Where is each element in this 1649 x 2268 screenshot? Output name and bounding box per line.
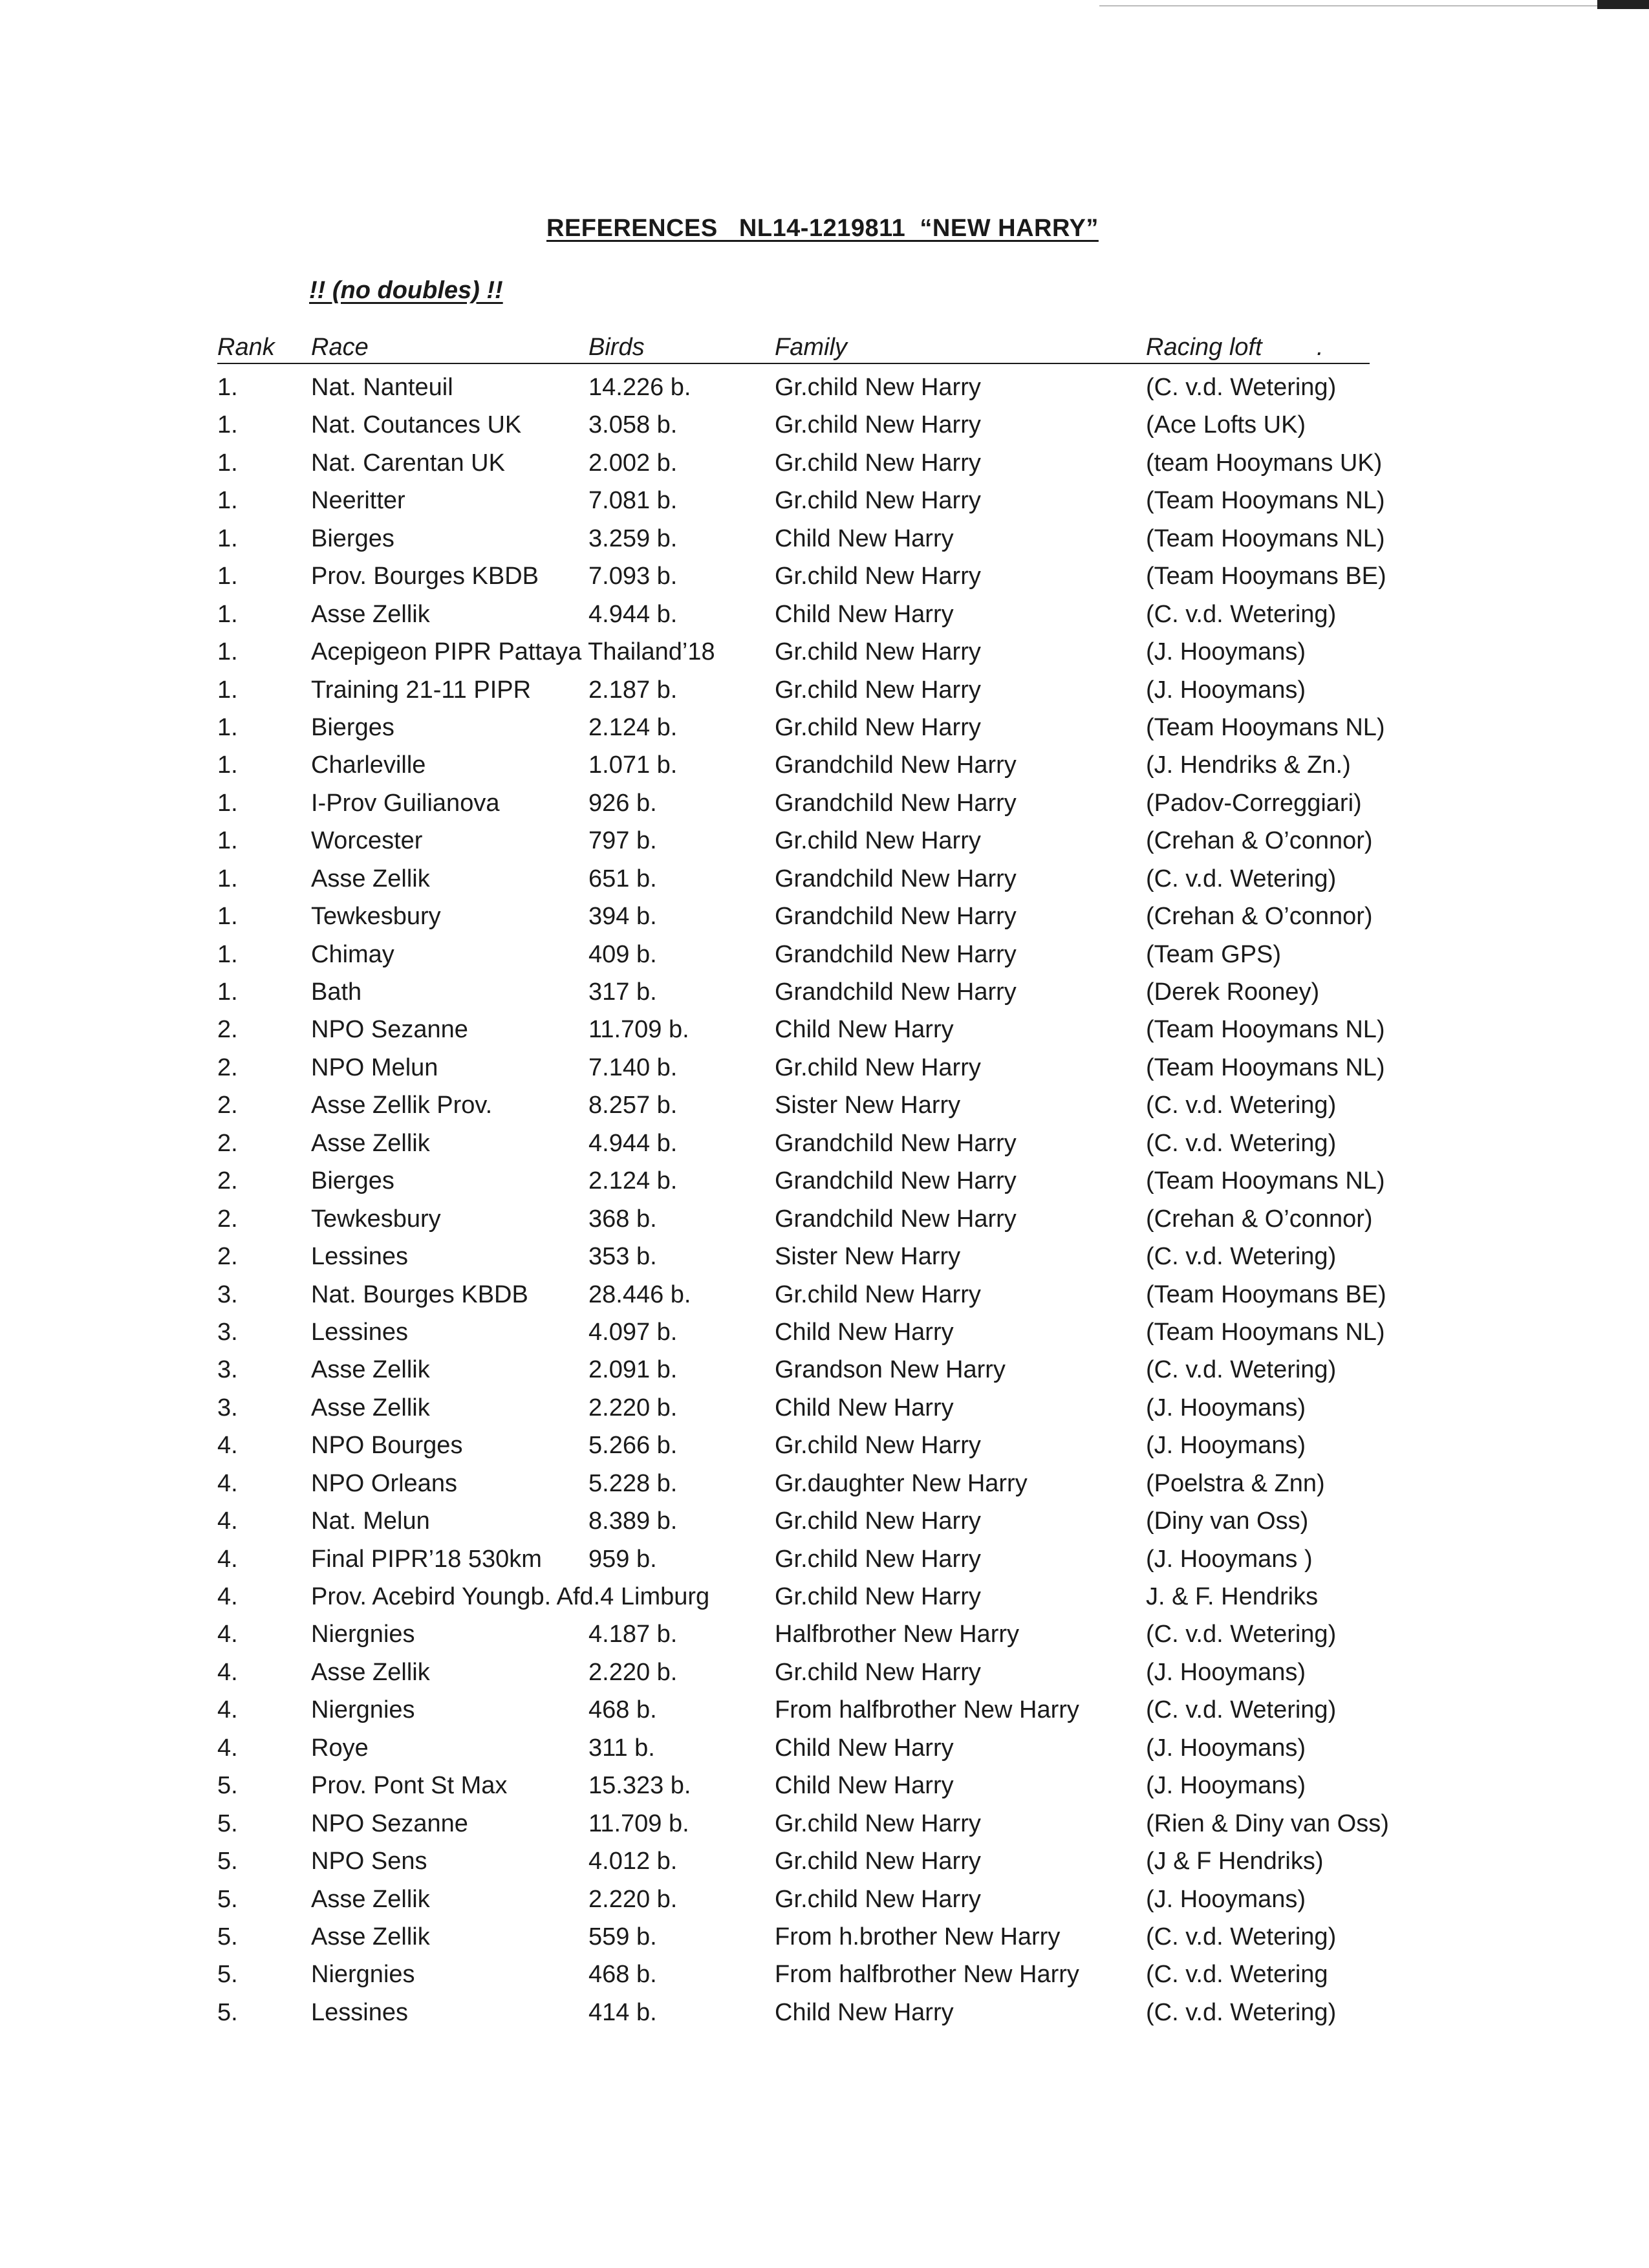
cell-rank: 5.: [217, 1998, 238, 2026]
cell-family: Grandchild New Harry: [775, 940, 1017, 968]
cell-race: NPO Orleans: [311, 1469, 457, 1497]
table-row: [0, 863, 1649, 900]
cell-rank: 5.: [217, 1885, 238, 1913]
table-header: [0, 334, 1649, 366]
cell-birds: 353 b.: [588, 1243, 657, 1271]
table-row: [0, 409, 1649, 446]
header-race: Race: [311, 334, 369, 361]
document-subtitle: !! (no doubles) !!: [309, 277, 503, 304]
cell-rank: 1.: [217, 374, 238, 401]
cell-rank: 1.: [217, 827, 238, 855]
cell-rank: 3.: [217, 1356, 238, 1384]
cell-birds: 368 b.: [588, 1205, 657, 1233]
cell-race: Asse Zellik: [311, 1658, 430, 1686]
cell-birds: 8.389 b.: [588, 1507, 678, 1535]
cell-rank: 3.: [217, 1318, 238, 1346]
cell-family: Gr.child New Harry: [775, 1053, 981, 1081]
cell-birds: 28.446 b.: [588, 1280, 691, 1308]
cell-rank: 1.: [217, 638, 238, 666]
table-row: [0, 1732, 1649, 1769]
cell-loft: (J. Hooymans): [1146, 1432, 1306, 1460]
cell-family: Grandchild New Harry: [775, 751, 1017, 779]
cell-family: Gr.child New Harry: [775, 487, 981, 515]
cell-race: Tewkesbury: [311, 1205, 441, 1233]
cell-family: Gr.daughter New Harry: [775, 1469, 1028, 1497]
cell-family: From h.brother New Harry: [775, 1923, 1061, 1950]
cell-rank: 1.: [217, 865, 238, 892]
cell-family: Grandchild New Harry: [775, 865, 1017, 892]
cell-family: Sister New Harry: [775, 1092, 961, 1119]
cell-family: Gr.child New Harry: [775, 827, 981, 855]
cell-rank: 2.: [217, 1016, 238, 1044]
cell-rank: 2.: [217, 1167, 238, 1195]
cell-loft: (Team Hooymans BE): [1146, 1280, 1386, 1308]
table-row: [0, 636, 1649, 673]
cell-rank: 2.: [217, 1205, 238, 1233]
cell-family: Gr.child New Harry: [775, 713, 981, 741]
table-row: [0, 1769, 1649, 1807]
cell-family: Gr.child New Harry: [775, 563, 981, 590]
cell-rank: 4.: [217, 1734, 238, 1762]
cell-loft: (C. v.d. Wetering): [1146, 1129, 1337, 1157]
cell-rank: 5.: [217, 1809, 238, 1837]
cell-loft: (C. v.d. Wetering): [1146, 1243, 1337, 1271]
table-row: [0, 1845, 1649, 1883]
cell-loft: (J. Hooymans): [1146, 1734, 1306, 1762]
cell-birds: 3.058 b.: [588, 411, 678, 439]
table-row: [0, 1618, 1649, 1656]
cell-loft: J. & F. Hendriks: [1146, 1583, 1319, 1610]
cell-loft: (C. v.d. Wetering): [1146, 1696, 1337, 1724]
cell-family: Grandchild New Harry: [775, 1205, 1017, 1233]
cell-rank: 1.: [217, 978, 238, 1006]
table-row: [0, 787, 1649, 825]
cell-birds: 4.944 b.: [588, 600, 678, 628]
cell-loft: (Ace Lofts UK): [1146, 411, 1306, 439]
table-row: [0, 1958, 1649, 1996]
table-row: [0, 447, 1649, 484]
cell-family: Grandchild New Harry: [775, 1167, 1017, 1195]
table-row: [0, 484, 1649, 522]
cell-family: Gr.child New Harry: [775, 1280, 981, 1308]
cell-birds: 2.091 b.: [588, 1356, 678, 1384]
document-title: REFERENCES NL14-1219811 “NEW HARRY”: [546, 215, 1099, 242]
cell-race: Lessines: [311, 1243, 408, 1271]
cell-birds: 4.187 b.: [588, 1621, 678, 1648]
scan-edge-mark: [1597, 0, 1649, 9]
cell-birds: 2.220 b.: [588, 1658, 678, 1686]
cell-birds: 468 b.: [588, 1696, 657, 1724]
cell-race: I-Prov Guilianova: [311, 789, 500, 817]
cell-race: Tewkesbury: [311, 903, 441, 931]
cell-race: Chimay: [311, 940, 394, 968]
cell-birds: 559 b.: [588, 1923, 657, 1950]
table-row: [0, 598, 1649, 636]
table-row: [0, 1127, 1649, 1165]
cell-loft: (Poelstra & Znn): [1146, 1469, 1325, 1497]
cell-family: Gr.child New Harry: [775, 1507, 981, 1535]
cell-race: Asse Zellik: [311, 1394, 430, 1421]
cell-rank: 3.: [217, 1280, 238, 1308]
cell-rank: 1.: [217, 524, 238, 552]
cell-family: From halfbrother New Harry: [775, 1961, 1079, 1989]
cell-family: Child New Harry: [775, 524, 954, 552]
table-row: [0, 825, 1649, 862]
cell-rank: 4.: [217, 1432, 238, 1460]
cell-birds: 14.226 b.: [588, 374, 691, 401]
cell-race: Final PIPR’18 530km: [311, 1545, 542, 1573]
header-racing-loft: Racing loft .: [1146, 334, 1324, 361]
cell-rank: 5.: [217, 1848, 238, 1875]
table-row: [0, 1656, 1649, 1694]
cell-rank: 1.: [217, 713, 238, 741]
cell-loft: (J. Hooymans): [1146, 1394, 1306, 1421]
cell-loft: (Crehan & O’connor): [1146, 1205, 1373, 1233]
table-row: [0, 1279, 1649, 1316]
cell-race: NPO Melun: [311, 1053, 438, 1081]
cell-family: Sister New Harry: [775, 1243, 961, 1271]
table-row: [0, 560, 1649, 598]
cell-race: Lessines: [311, 1318, 408, 1346]
table-row: [0, 1013, 1649, 1051]
scan-edge-line: [1099, 5, 1597, 6]
cell-race: Nat. Carentan UK: [311, 449, 505, 477]
cell-race: Nat. Coutances UK: [311, 411, 522, 439]
cell-race: Nat. Nanteuil: [311, 374, 453, 401]
cell-rank: 3.: [217, 1394, 238, 1421]
cell-family: Gr.child New Harry: [775, 1809, 981, 1837]
cell-race: Bierges: [311, 713, 394, 741]
cell-loft: (J. Hooymans): [1146, 1658, 1306, 1686]
cell-loft: (Derek Rooney): [1146, 978, 1320, 1006]
cell-race: Acepigeon PIPR Pattaya Thailand’18: [311, 638, 715, 666]
cell-loft: (J. Hendriks & Zn.): [1146, 751, 1351, 779]
table-row: [0, 1543, 1649, 1581]
table-row: [0, 371, 1649, 409]
table-row: [0, 1240, 1649, 1278]
table-row: [0, 1694, 1649, 1731]
table-row: [0, 1581, 1649, 1618]
cell-loft: (C. v.d. Wetering): [1146, 374, 1337, 401]
header-rank: Rank: [217, 334, 275, 361]
cell-loft: (Team Hooymans NL): [1146, 1318, 1385, 1346]
results-table: [0, 371, 1649, 2034]
cell-rank: 1.: [217, 751, 238, 779]
cell-race: Training 21-11 PIPR: [311, 676, 532, 704]
cell-rank: 4.: [217, 1545, 238, 1573]
cell-race: Niergnies: [311, 1961, 415, 1989]
cell-rank: 4.: [217, 1583, 238, 1610]
table-row: [0, 1165, 1649, 1202]
cell-race: Roye: [311, 1734, 369, 1762]
cell-loft: (C. v.d. Wetering): [1146, 1998, 1337, 2026]
cell-loft: (C. v.d. Wetering): [1146, 865, 1337, 892]
header-birds: Birds: [588, 334, 645, 361]
cell-birds: 4.097 b.: [588, 1318, 678, 1346]
cell-birds: 11.709 b.: [588, 1809, 689, 1837]
cell-rank: 5.: [217, 1961, 238, 1989]
cell-rank: 2.: [217, 1092, 238, 1119]
cell-loft: (C. v.d. Wetering): [1146, 1356, 1337, 1384]
cell-family: Grandchild New Harry: [775, 978, 1017, 1006]
cell-birds: 7.093 b.: [588, 563, 678, 590]
cell-race: Prov. Acebird Youngb. Afd.4 Limburg: [311, 1583, 710, 1610]
cell-race: NPO Sens: [311, 1848, 427, 1875]
cell-birds: 7.140 b.: [588, 1053, 678, 1081]
cell-birds: 2.220 b.: [588, 1394, 678, 1421]
cell-loft: (Team Hooymans NL): [1146, 1053, 1385, 1081]
cell-birds: 394 b.: [588, 903, 657, 931]
cell-loft: (J. Hooymans ): [1146, 1545, 1313, 1573]
cell-family: Gr.child New Harry: [775, 1848, 981, 1875]
cell-race: NPO Sezanne: [311, 1016, 468, 1044]
cell-family: Child New Harry: [775, 600, 954, 628]
cell-birds: 11.709 b.: [588, 1016, 689, 1044]
cell-birds: 1.071 b.: [588, 751, 678, 779]
cell-loft: (J. Hooymans): [1146, 638, 1306, 666]
cell-birds: 5.266 b.: [588, 1432, 678, 1460]
cell-rank: 1.: [217, 903, 238, 931]
table-row: [0, 674, 1649, 711]
table-row: [0, 1316, 1649, 1354]
cell-race: NPO Bourges: [311, 1432, 463, 1460]
cell-birds: 3.259 b.: [588, 524, 678, 552]
cell-race: Niergnies: [311, 1696, 415, 1724]
table-row: [0, 1089, 1649, 1127]
cell-family: Gr.child New Harry: [775, 411, 981, 439]
cell-race: Asse Zellik: [311, 1885, 430, 1913]
cell-loft: (Team Hooymans NL): [1146, 713, 1385, 741]
cell-family: Gr.child New Harry: [775, 1545, 981, 1573]
cell-birds: 926 b.: [588, 789, 657, 817]
cell-family: Gr.child New Harry: [775, 638, 981, 666]
cell-birds: 4.012 b.: [588, 1848, 678, 1875]
cell-birds: 959 b.: [588, 1545, 657, 1573]
cell-race: Prov. Bourges KBDB: [311, 563, 539, 590]
cell-loft: (C. v.d. Wetering: [1146, 1961, 1328, 1989]
cell-birds: 15.323 b.: [588, 1772, 691, 1800]
table-row: [0, 1883, 1649, 1921]
table-row: [0, 1808, 1649, 1845]
cell-rank: 1.: [217, 789, 238, 817]
cell-family: Grandchild New Harry: [775, 1129, 1017, 1157]
cell-family: From halfbrother New Harry: [775, 1696, 1079, 1724]
cell-birds: 2.124 b.: [588, 713, 678, 741]
cell-rank: 2.: [217, 1243, 238, 1271]
cell-family: Child New Harry: [775, 1998, 954, 2026]
cell-rank: 2.: [217, 1053, 238, 1081]
cell-family: Child New Harry: [775, 1772, 954, 1800]
cell-rank: 4.: [217, 1621, 238, 1648]
cell-birds: 4.944 b.: [588, 1129, 678, 1157]
cell-loft: (J. Hooymans): [1146, 1885, 1306, 1913]
cell-family: Grandson New Harry: [775, 1356, 1006, 1384]
cell-race: Lessines: [311, 1998, 408, 2026]
cell-birds: 409 b.: [588, 940, 657, 968]
cell-birds: 317 b.: [588, 978, 657, 1006]
cell-race: Nat. Bourges KBDB: [311, 1280, 528, 1308]
cell-race: Asse Zellik: [311, 1129, 430, 1157]
table-row: [0, 1203, 1649, 1240]
cell-family: Child New Harry: [775, 1318, 954, 1346]
cell-birds: 2.124 b.: [588, 1167, 678, 1195]
cell-loft: (Padov-Correggiari): [1146, 789, 1362, 817]
cell-race: Nat. Melun: [311, 1507, 430, 1535]
cell-loft: (J. Hooymans): [1146, 1772, 1306, 1800]
cell-loft: (Team Hooymans NL): [1146, 524, 1385, 552]
cell-birds: 414 b.: [588, 1998, 657, 2026]
cell-loft: (Rien & Diny van Oss): [1146, 1809, 1389, 1837]
cell-loft: (Team Hooymans NL): [1146, 1016, 1385, 1044]
cell-birds: 797 b.: [588, 827, 657, 855]
table-row: [0, 1354, 1649, 1391]
cell-family: Child New Harry: [775, 1734, 954, 1762]
cell-family: Gr.child New Harry: [775, 676, 981, 704]
cell-family: Gr.child New Harry: [775, 1658, 981, 1686]
table-row: [0, 1505, 1649, 1542]
cell-race: Bath: [311, 978, 362, 1006]
cell-race: Charleville: [311, 751, 426, 779]
cell-family: Halfbrother New Harry: [775, 1621, 1019, 1648]
cell-loft: (Team Hooymans NL): [1146, 1167, 1385, 1195]
table-row: [0, 711, 1649, 749]
cell-loft: (Crehan & O’connor): [1146, 827, 1373, 855]
cell-family: Gr.child New Harry: [775, 449, 981, 477]
cell-loft: (J & F Hendriks): [1146, 1848, 1324, 1875]
cell-race: Neeritter: [311, 487, 405, 515]
cell-family: Gr.child New Harry: [775, 1432, 981, 1460]
table-row: [0, 1996, 1649, 2034]
table-row: [0, 1052, 1649, 1089]
table-row: [0, 938, 1649, 976]
cell-rank: 1.: [217, 563, 238, 590]
cell-birds: 7.081 b.: [588, 487, 678, 515]
cell-family: Gr.child New Harry: [775, 1583, 981, 1610]
cell-loft: (Crehan & O’connor): [1146, 903, 1373, 931]
table-row: [0, 1921, 1649, 1958]
cell-birds: 468 b.: [588, 1961, 657, 1989]
cell-race: Worcester: [311, 827, 423, 855]
header-family: Family: [775, 334, 847, 361]
cell-rank: 4.: [217, 1469, 238, 1497]
cell-race: Asse Zellik: [311, 1923, 430, 1950]
cell-loft: (C. v.d. Wetering): [1146, 1092, 1337, 1119]
cell-rank: 4.: [217, 1696, 238, 1724]
cell-rank: 1.: [217, 940, 238, 968]
cell-race: Niergnies: [311, 1621, 415, 1648]
cell-loft: (team Hooymans UK): [1146, 449, 1383, 477]
cell-loft: (C. v.d. Wetering): [1146, 1923, 1337, 1950]
cell-birds: 2.187 b.: [588, 676, 678, 704]
cell-birds: 2.002 b.: [588, 449, 678, 477]
cell-family: Grandchild New Harry: [775, 903, 1017, 931]
cell-family: Child New Harry: [775, 1016, 954, 1044]
cell-rank: 1.: [217, 676, 238, 704]
cell-rank: 1.: [217, 600, 238, 628]
table-row: [0, 900, 1649, 938]
cell-rank: 1.: [217, 411, 238, 439]
table-row: [0, 1467, 1649, 1505]
cell-race: Bierges: [311, 524, 394, 552]
cell-loft: (Team Hooymans BE): [1146, 563, 1386, 590]
cell-family: Gr.child New Harry: [775, 374, 981, 401]
cell-rank: 1.: [217, 487, 238, 515]
cell-loft: (J. Hooymans): [1146, 676, 1306, 704]
table-row: [0, 749, 1649, 786]
cell-race: Bierges: [311, 1167, 394, 1195]
cell-birds: 2.220 b.: [588, 1885, 678, 1913]
cell-rank: 4.: [217, 1658, 238, 1686]
cell-loft: (Team GPS): [1146, 940, 1282, 968]
cell-birds: 8.257 b.: [588, 1092, 678, 1119]
cell-birds: 311 b.: [588, 1734, 655, 1762]
cell-loft: (C. v.d. Wetering): [1146, 1621, 1337, 1648]
cell-rank: 2.: [217, 1129, 238, 1157]
cell-rank: 5.: [217, 1772, 238, 1800]
cell-family: Child New Harry: [775, 1394, 954, 1421]
table-row: [0, 523, 1649, 560]
cell-loft: (Diny van Oss): [1146, 1507, 1309, 1535]
cell-race: NPO Sezanne: [311, 1809, 468, 1837]
table-row: [0, 976, 1649, 1013]
cell-rank: 5.: [217, 1923, 238, 1950]
cell-loft: (C. v.d. Wetering): [1146, 600, 1337, 628]
cell-rank: 4.: [217, 1507, 238, 1535]
cell-family: Gr.child New Harry: [775, 1885, 981, 1913]
cell-race: Asse Zellik: [311, 1356, 430, 1384]
cell-race: Asse Zellik Prov.: [311, 1092, 493, 1119]
cell-race: Asse Zellik: [311, 600, 430, 628]
table-row: [0, 1429, 1649, 1467]
cell-birds: 5.228 b.: [588, 1469, 678, 1497]
cell-loft: (Team Hooymans NL): [1146, 487, 1385, 515]
cell-birds: 651 b.: [588, 865, 657, 892]
header-divider: [217, 363, 1370, 364]
table-row: [0, 1392, 1649, 1429]
cell-race: Prov. Pont St Max: [311, 1772, 508, 1800]
cell-family: Grandchild New Harry: [775, 789, 1017, 817]
cell-race: Asse Zellik: [311, 865, 430, 892]
cell-rank: 1.: [217, 449, 238, 477]
